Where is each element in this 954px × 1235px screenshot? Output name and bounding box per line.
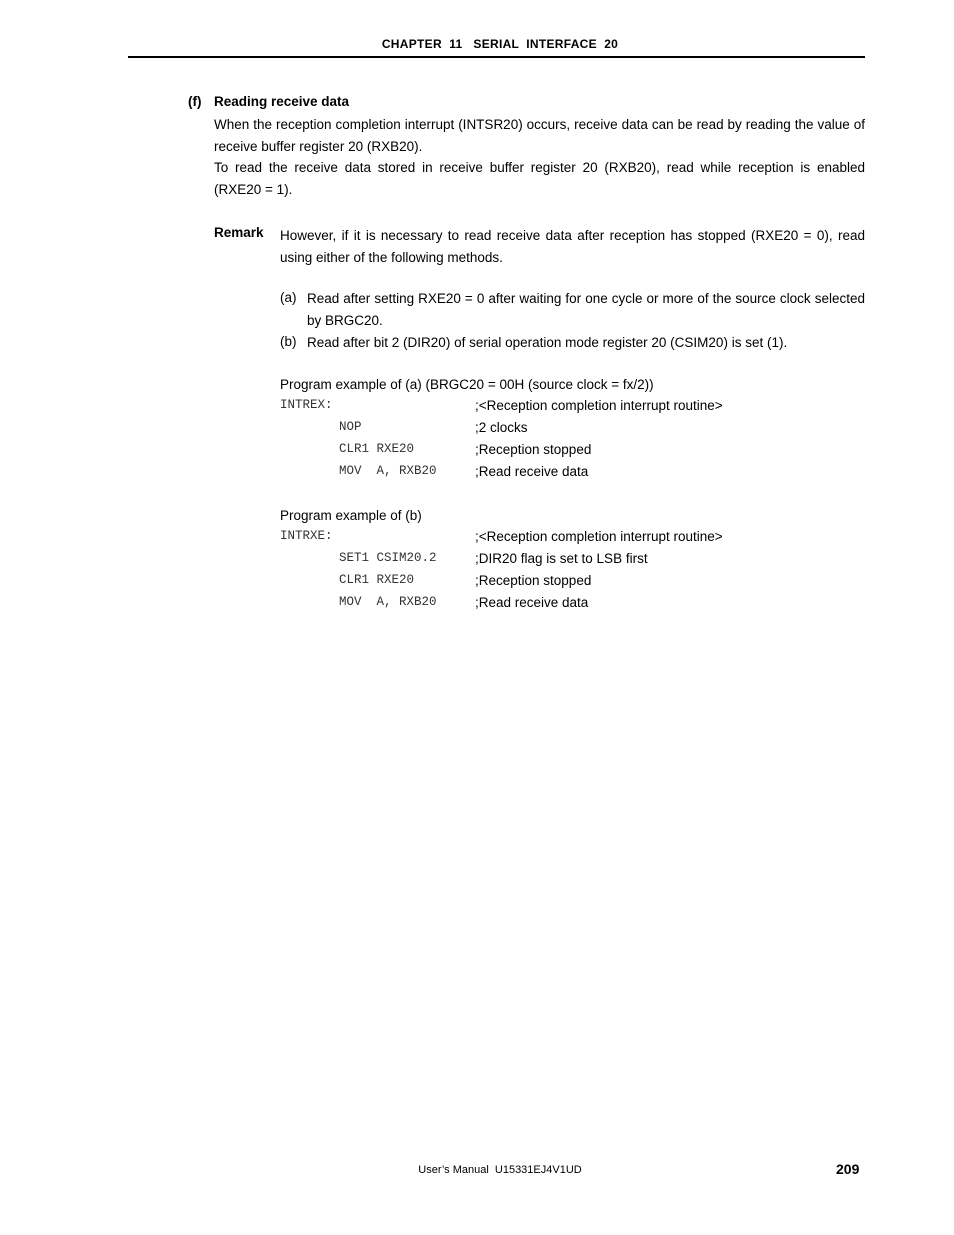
- code-label: INTRXE:: [280, 529, 333, 543]
- code-instruction: CLR1 RXE20: [339, 442, 415, 456]
- code-instruction: MOV A, RXB20: [339, 595, 437, 609]
- section-title: Reading receive data: [214, 94, 350, 109]
- header-rule: [128, 56, 865, 58]
- code-instruction: MOV A, RXB20: [339, 464, 437, 478]
- program-a-title: Program example of (a) (BRGC20 = 00H (source clock = fx/2)): [280, 377, 654, 392]
- code-comment: ;<Reception completion interrupt routine>: [475, 529, 723, 544]
- chapter-header: CHAPTER 11 SERIAL INTERFACE 20: [381, 37, 619, 51]
- code-instruction: CLR1 RXE20: [339, 573, 415, 587]
- remark-label: Remark: [214, 225, 264, 240]
- remark-item-text: Read after setting RXE20 = 0 after waiting for one cycle or more of the source clock selected by BRGC20.: [307, 291, 865, 328]
- program-b-title: Program example of (b): [280, 508, 422, 523]
- code-comment: ;2 clocks: [475, 420, 528, 435]
- remark-item-mark: (b): [280, 334, 297, 349]
- page-number: 209: [836, 1161, 860, 1177]
- code-comment: ;Reception stopped: [475, 442, 592, 457]
- section-paragraph-1: When the reception completion interrupt (INTSR20) occurs, receive data can be read by reading the value of receive buffer register 20 (RXB20).: [214, 117, 865, 154]
- code-comment: ;Reception stopped: [475, 573, 592, 588]
- code-label: INTREX:: [280, 398, 333, 412]
- code-comment: ;Read receive data: [475, 464, 589, 479]
- code-comment: ;DIR20 flag is set to LSB first: [475, 551, 648, 566]
- code-comment: ;Read receive data: [475, 595, 589, 610]
- remark-item-mark: (a): [280, 290, 297, 305]
- section-paragraph-2: To read the receive data stored in receive buffer register 20 (RXB20), read while reception is enabled (RXE20 = 1).: [214, 160, 865, 197]
- footer-manual-id: User’s Manual U15331EJ4V1UD: [418, 1164, 582, 1176]
- code-instruction: NOP: [339, 420, 362, 434]
- code-instruction: SET1 CSIM20.2: [339, 551, 437, 565]
- remark-item-text: Read after bit 2 (DIR20) of serial operation mode register 20 (CSIM20) is set (1).: [307, 335, 788, 350]
- remark-text: However, if it is necessary to read receive data after reception has stopped (RXE20 = 0), read using either of the following methods.: [280, 228, 865, 265]
- section-label: (f): [188, 94, 202, 109]
- code-comment: ;<Reception completion interrupt routine>: [475, 398, 723, 413]
